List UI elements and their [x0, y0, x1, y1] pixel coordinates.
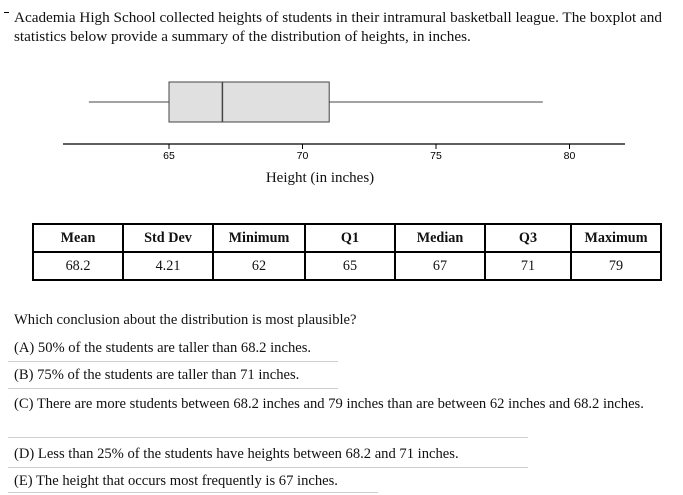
- header-mean: Mean: [33, 224, 123, 252]
- x-tick-label: 75: [430, 150, 442, 162]
- stats-value-row: [33, 252, 661, 280]
- option-e[interactable]: (E) The height that occurs most frequently is 67 inches.: [14, 473, 338, 489]
- value-median: 67: [395, 252, 485, 280]
- divider: [8, 361, 338, 362]
- header-q1: Q1: [305, 224, 395, 252]
- value-maximum: 79: [571, 252, 661, 280]
- intro-text: Academia High School collected heights of students in their intramural basketball league. The boxplot and statistics below provide a summary of the distribution of heights, in inches.: [14, 9, 662, 45]
- value-std-dev: 4.21: [123, 252, 213, 280]
- x-tick-label: 80: [563, 150, 576, 162]
- divider: [8, 388, 338, 389]
- option-b[interactable]: (B) 75% of the students are taller than 71 inches.: [14, 367, 300, 383]
- box: [169, 82, 329, 122]
- header-median: Median: [395, 224, 485, 252]
- header-minimum: Minimum: [213, 224, 305, 252]
- stats-table: [32, 223, 662, 281]
- value-minimum: 62: [213, 252, 305, 280]
- stats-header-row: [33, 224, 661, 252]
- x-tick-label: 65: [163, 150, 175, 162]
- value-q1: 65: [305, 252, 395, 280]
- header-q3: Q3: [485, 224, 571, 252]
- value-q3: 71: [485, 252, 571, 280]
- option-c[interactable]: (C) There are more students between 68.2 inches and 79 inches than are between 62 inches and 68.2 inches.: [14, 396, 644, 412]
- x-tick-label: 70: [296, 150, 309, 162]
- question-text: Which conclusion about the distribution is most plausible?: [14, 312, 357, 328]
- boxplot-chart: [0, 72, 640, 172]
- header-maximum: Maximum: [571, 224, 661, 252]
- divider: [8, 437, 528, 438]
- option-d[interactable]: (D) Less than 25% of the students have heights between 68.2 and 71 inches.: [14, 446, 459, 462]
- divider: [8, 467, 528, 468]
- header-std-dev: Std Dev: [123, 224, 213, 252]
- option-a[interactable]: (A) 50% of the students are taller than 68.2 inches.: [14, 340, 312, 356]
- x-axis-label: Height (in inches): [265, 170, 375, 186]
- bullet-mark: [4, 12, 9, 13]
- value-mean: 68.2: [33, 252, 123, 280]
- divider: [8, 492, 378, 493]
